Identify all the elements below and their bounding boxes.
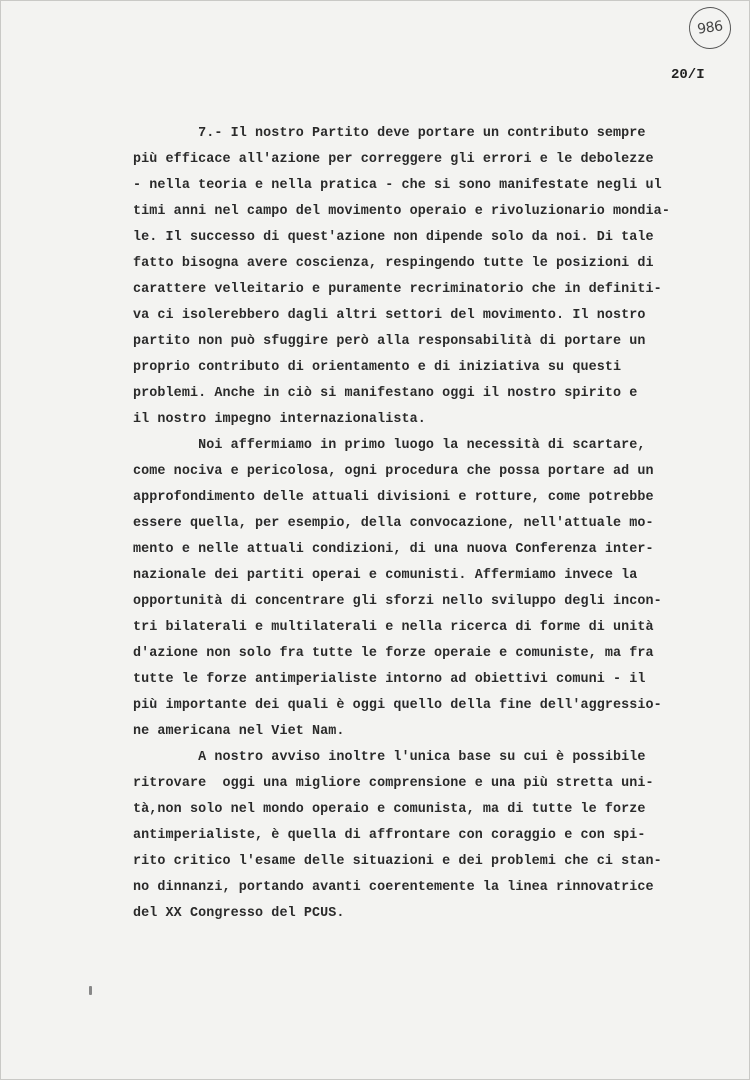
text-line: antimperialiste, è quella di affrontare con coraggio e con spi- (133, 828, 646, 843)
page-number: 20/I (671, 67, 705, 83)
text-line: va ci isolerebbero dagli altri settori del movimento. Il nostro (133, 308, 646, 323)
text-line: fatto bisogna avere coscienza, respingendo tutte le posizioni di (133, 256, 654, 271)
text-line: ritrovare oggi una migliore comprensione e una più stretta uni- (133, 776, 654, 791)
text-line: mento e nelle attuali condizioni, di una nuova Conferenza inter- (133, 542, 654, 557)
text-line: del XX Congresso del PCUS. (133, 906, 345, 921)
text-line: ne americana nel Viet Nam. (133, 724, 345, 739)
text-line: timi anni nel campo del movimento operaio e rivoluzionario mondia- (133, 204, 670, 219)
text-line: problemi. Anche in ciò si manifestano oggi il nostro spirito e (133, 386, 638, 401)
text-line: tutte le forze antimperialiste intorno ad obiettivi comuni - il (133, 672, 646, 687)
typed-text-body (133, 121, 723, 927)
text-line: - nella teoria e nella pratica - che si sono manifestate negli ul (133, 178, 662, 193)
archive-stamp: 986 (686, 4, 733, 51)
text-line: no dinnanzi, portando avanti coerentemente la linea rinnovatrice (133, 880, 654, 895)
text-line: più efficace all'azione per correggere gli errori e le debolezze (133, 152, 654, 167)
text-line: essere quella, per esempio, della convocazione, nell'attuale mo- (133, 516, 654, 531)
text-line: tri bilaterali e multilaterali e nella ricerca di forme di unità (133, 620, 654, 635)
text-line: rito critico l'esame delle situazioni e dei problemi che ci stan- (133, 854, 662, 869)
text-line: le. Il successo di quest'azione non dipende solo da noi. Di tale (133, 230, 654, 245)
text-line: il nostro impegno internazionalista. (133, 412, 426, 427)
text-line: come nociva e pericolosa, ogni procedura che possa portare ad un (133, 464, 654, 479)
text-line: nazionale dei partiti operai e comunisti. Affermiamo invece la (133, 568, 638, 583)
text-line: 7.- Il nostro Partito deve portare un contributo sempre (133, 126, 646, 141)
text-line: proprio contributo di orientamento e di iniziativa su questi (133, 360, 622, 375)
text-line: carattere velleitario e puramente recriminatorio che in definiti- (133, 282, 662, 297)
text-line: d'azione non solo fra tutte le forze operaie e comuniste, ma fra (133, 646, 654, 661)
text-line: A nostro avviso inoltre l'unica base su cui è possibile (133, 750, 646, 765)
text-line: opportunità di concentrare gli sforzi nello sviluppo degli incon- (133, 594, 662, 609)
text-line: più importante dei quali è oggi quello della fine dell'aggressio- (133, 698, 662, 713)
text-line: approfondimento delle attuali divisioni e rotture, come potrebbe (133, 490, 654, 505)
text-line: partito non può sfuggire però alla responsabilità di portare un (133, 334, 646, 349)
paper-speck (89, 986, 92, 995)
text-line: Noi affermiamo in primo luogo la necessità di scartare, (133, 438, 646, 453)
text-line: tà,non solo nel mondo operaio e comunista, ma di tutte le forze (133, 802, 646, 817)
